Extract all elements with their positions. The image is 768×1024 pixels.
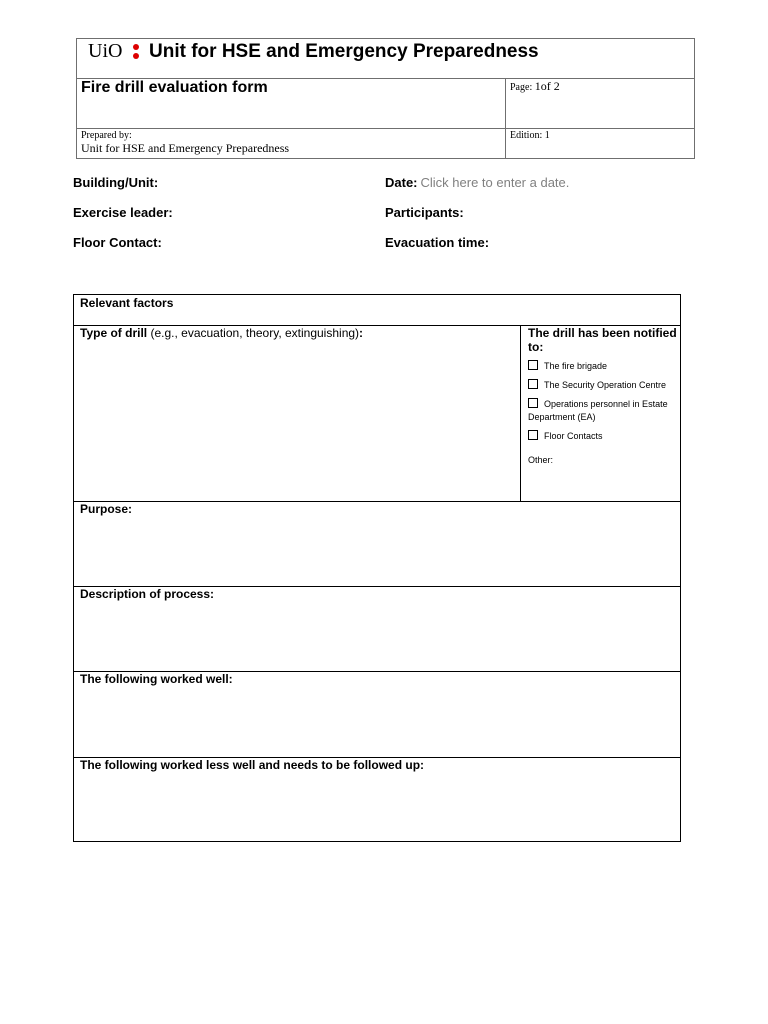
- prepared-by-label: Prepared by:: [81, 130, 132, 141]
- exercise-leader-label: Exercise leader:: [73, 205, 173, 220]
- type-of-drill-colon: :: [359, 326, 364, 340]
- notify-fire-brigade-label: The fire brigade: [544, 361, 608, 371]
- checkbox-icon[interactable]: [528, 379, 538, 389]
- participants-label: Participants:: [385, 205, 464, 220]
- date-input[interactable]: Click here to enter a date.: [420, 175, 570, 190]
- notify-floor-contacts[interactable]: [528, 430, 678, 443]
- building-unit-label: Building/Unit:: [73, 175, 159, 190]
- checkbox-icon[interactable]: [528, 398, 538, 408]
- header-divider: [505, 78, 506, 159]
- evacuation-time-label: Evacuation time:: [385, 235, 490, 250]
- notify-security-label: The Security Operation Centre: [544, 380, 667, 390]
- notify-operations-personnel[interactable]: [528, 398, 678, 424]
- notify-fire-brigade[interactable]: [528, 360, 678, 373]
- page-value: 1: [534, 79, 541, 93]
- edition-label: Edition: 1: [510, 130, 550, 141]
- checkbox-icon[interactable]: [528, 360, 538, 370]
- worked-well-field[interactable]: The following worked well:: [80, 672, 233, 686]
- notify-operations-label: Operations personnel in Estate Department (EA): [528, 399, 668, 422]
- floor-contact-label: Floor Contact:: [73, 235, 162, 250]
- document-header: [76, 38, 695, 159]
- date-label: Date:: [385, 175, 418, 190]
- page-label: Page:: [510, 82, 533, 93]
- purpose-field[interactable]: Purpose:: [80, 502, 133, 516]
- table-row-divider: [74, 501, 680, 502]
- unit-title: Unit for HSE and Emergency Preparedness: [149, 41, 539, 62]
- notify-floor-contacts-label: Floor Contacts: [544, 431, 603, 441]
- type-of-drill-label: Type of drill: [80, 326, 148, 340]
- relevant-factors-heading: Relevant factors: [80, 296, 174, 310]
- table-column-divider: [520, 325, 521, 501]
- type-of-drill-hint: (e.g., evacuation, theory, extinguishing): [150, 326, 360, 340]
- notify-security-operation-centre[interactable]: [528, 379, 678, 392]
- description-field[interactable]: Description of process:: [80, 587, 215, 601]
- uio-logo-dots-icon: [133, 43, 139, 59]
- checkbox-icon[interactable]: [528, 430, 538, 440]
- form-title: Fire drill evaluation form: [81, 79, 268, 96]
- date-field: [385, 175, 569, 190]
- evaluation-table: [73, 294, 681, 842]
- notified-title: The drill has been notified to:: [528, 326, 677, 354]
- notified-panel: [528, 326, 678, 465]
- uio-logo: UiO: [88, 40, 123, 62]
- page-number: [510, 79, 560, 94]
- prepared-by-value: Unit for HSE and Emergency Preparedness: [81, 141, 290, 155]
- page-of: of 2: [540, 79, 560, 93]
- worked-less-well-field[interactable]: The following worked less well and needs to be followed up:: [80, 758, 425, 772]
- other-label: Other:: [528, 455, 554, 465]
- type-of-drill-field[interactable]: [80, 326, 363, 340]
